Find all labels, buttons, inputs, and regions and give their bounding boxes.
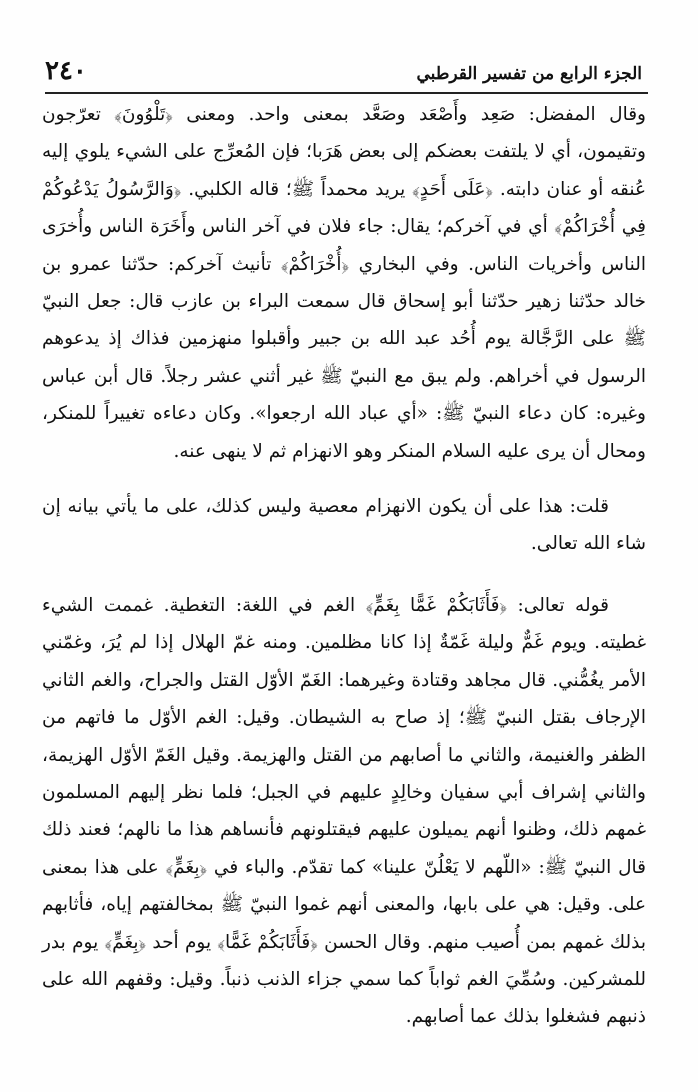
body-text xyxy=(42,96,646,1036)
paragraph-2: قلت: هذا على أن يكون الانهزام معصية وليس كذلك، على ما يأتي بيانه إن شاء الله تعالى. xyxy=(42,496,646,555)
page-number: ٢٤٠ xyxy=(45,56,87,86)
running-title: الجزء الرابع من تفسير القرطبي xyxy=(416,64,642,84)
paragraph-3: قوله تعالى: ﴿فَأَثَابَكُمْ غَمًّا بِغَمٍّ﴾ الغم في اللغة: التغطية. غممت الشيء غطيته. ويوم غَمٌّ وليلة غَمّةٌ إذا كانا مظلمين. ومنه غمّ الهلال إذا لم يُرَ، وغمّني الأمر يغُمُّني. قال مجاهد وقتادة وغيرهما: الغَمّ الأوّل القتل والجراح، والغم الثاني الإرجاف بقتل النبيّ ﷺ؛ إذ صاح به الشيطان. وقيل: الغم الأوّل ما فاتهم من الظفر والغنيمة، والثاني ما أصابهم من القتل والهزيمة. وقيل الغَمّ الأوّل الهزيمة، والثاني إشراف أبي سفيان وخالِدٍ عليهم في الجبل؛ فلما نظر إليهم المسلمون غمهم ذلك، وظنوا أنهم يميلون عليهم فيقتلونهم فأنساهم هذا ما نالهم؛ فعند ذلك قال النبيّ ﷺ: «اللّهم لا يَعْلُنّ علينا» كما تقدّم. والباء في ﴿بِغَمٍّ﴾ على هذا بمعنى على. وقيل: هي على بابها، والمعنى أنهم غموا النبيّ ﷺ بمخالفتهم إياه، فأثابهم بذلك غمهم بمن أُصيب منهم. وقال الحسن ﴿فَأَثَابَكُمْ غَمًّا﴾ يوم أحد ﴿بِغَمٍّ﴾ يوم بدر للمشركين. وسُمِّيَ الغم ثواباً كما سمي جزاء الذنب ذنباً. وقيل: وقفهم الله على ذنبهم فشغلوا بذلك عما أصابهم. xyxy=(42,594,646,1028)
paragraph-gap xyxy=(42,563,646,587)
paragraph-1: وقال المفضل: صَعِد وأَصْعَد وصَعَّد بمعنى واحد. ومعنى ﴿تَلْوُونَ﴾ تعرّجون وتقيمون، أي لا يلتفت بعضكم إلى بعض هَرَبا؛ فإن المُعرِّج على الشيء يلوي إليه عُنقه أو عنان دابته. ﴿عَلَى أَحَدٍ﴾ يريد محمداً ﷺ؛ قاله الكلبي. ﴿وَالرَّسُولُ يَدْعُوكُمْ فِي أُخْرَاكُمْ﴾ أي في آخركم؛ يقال: جاء فلان في آخر الناس وأَخَرَة الناس وأُخرَى الناس وأخريات الناس. وفي البخاري ﴿أُخْرَاكُمْ﴾ تأنيث آخركم: حدّثنا عمرو بن خالد حدّثنا زهير حدّثنا أبو إسحاق قال سمعت البراء بن عازب قال: جعل النبيّ ﷺ على الرَّجَّالة يوم أُحُد عبد الله بن جبير وأقبلوا منهزمين فذاك إذ يدعوهم الرسول في أخراهم. ولم يبق مع النبيّ ﷺ غير أثني عشر رجلاً. قال أبن عباس وغيره: كان دعاء النبيّ ﷺ: «أي عباد الله ارجعوا». وكان دعاءه تغييراً للمنكر، ومحال أن يرى عليه السلام المنكر وهو الانهزام ثم لا ينهى عنه. xyxy=(42,104,646,462)
page-header xyxy=(45,52,648,94)
paragraph-gap xyxy=(42,470,646,488)
